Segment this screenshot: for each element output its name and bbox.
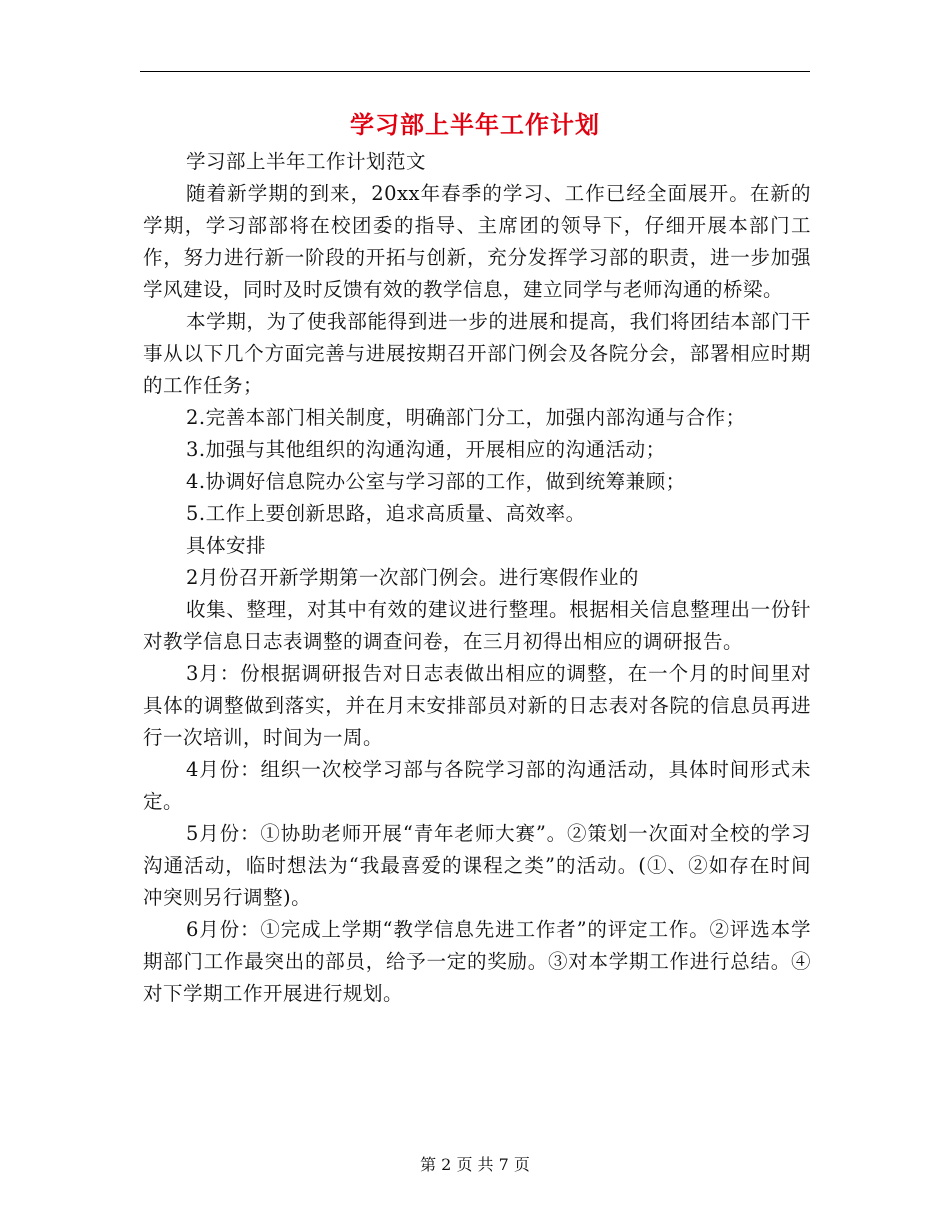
paragraph-item-3: 3.加强与其他组织的沟通沟通，开展相应的沟通活动； bbox=[186, 438, 666, 461]
paragraph-march: 3月：份根据调研报告对日志表做出相应的调整，在一个月的时间里对具体的调整做到落实，并在月末安排部员对新的日志表对各院的信息员再进行一次培训，时间为一周。 bbox=[143, 662, 811, 749]
paragraph-schedule-heading: 具体安排 bbox=[186, 534, 267, 557]
document-title: 学习部上半年工作计划 bbox=[350, 111, 600, 139]
paragraph-june: 6月份：①完成上学期“教学信息先进工作者”的评定工作。②评选本学期部门工作最突出的部员，给予一定的奖励。③对本学期工作进行总结。④对下学期工作开展进行规划。 bbox=[143, 918, 811, 1005]
paragraph-item-2: 2.完善本部门相关制度，明确部门分工，加强内部沟通与合作； bbox=[186, 406, 746, 429]
paragraph-item-5: 5.工作上要创新思路，追求高质量、高效率。 bbox=[186, 502, 586, 525]
paragraph-semester-plan: 本学期，为了使我部能得到进一步的进展和提高，我们将团结本部门干事从以下几个方面完善与进展按期召开部门例会及各院分会，部署相应时期的工作任务； bbox=[143, 310, 811, 397]
page-number-footer: 第 2 页 共 7 页 bbox=[420, 1155, 530, 1174]
paragraph-may: 5月份：①协助老师开展“青年老师大赛”。②策划一次面对全校的学习沟通活动，临时想法为“我最喜爱的课程之类”的活动。(①、②如存在时间冲突则另行调整)。 bbox=[143, 822, 811, 909]
paragraph-subtitle: 学习部上半年工作计划范文 bbox=[186, 150, 427, 173]
paragraph-april: 4月份：组织一次校学习部与各院学习部的沟通活动，具体时间形式未定。 bbox=[143, 758, 811, 813]
header-rule bbox=[140, 71, 810, 72]
paragraph-item-4: 4.协调好信息院办公室与学习部的工作，做到统筹兼顾； bbox=[186, 470, 686, 493]
paragraph-february: 2月份召开新学期第一次部门例会。进行寒假作业的 bbox=[186, 566, 639, 589]
paragraph-february-cont: 收集、整理，对其中有效的建议进行整理。根据相关信息整理出一份针对教学信息日志表调整的调查问卷，在三月初得出相应的调研报告。 bbox=[143, 598, 811, 653]
document-body bbox=[143, 146, 811, 1010]
paragraph-intro: 随着新学期的到来，20xx年春季的学习、工作已经全面展开。在新的学期，学习部部将在校团委的指导、主席团的领导下，仔细开展本部门工作，努力进行新一阶段的开拓与创新，充分发挥学习部的职责，进一步加强学风建设，同时及时反馈有效的教学信息，建立同学与老师沟通的桥梁。 bbox=[143, 182, 811, 301]
